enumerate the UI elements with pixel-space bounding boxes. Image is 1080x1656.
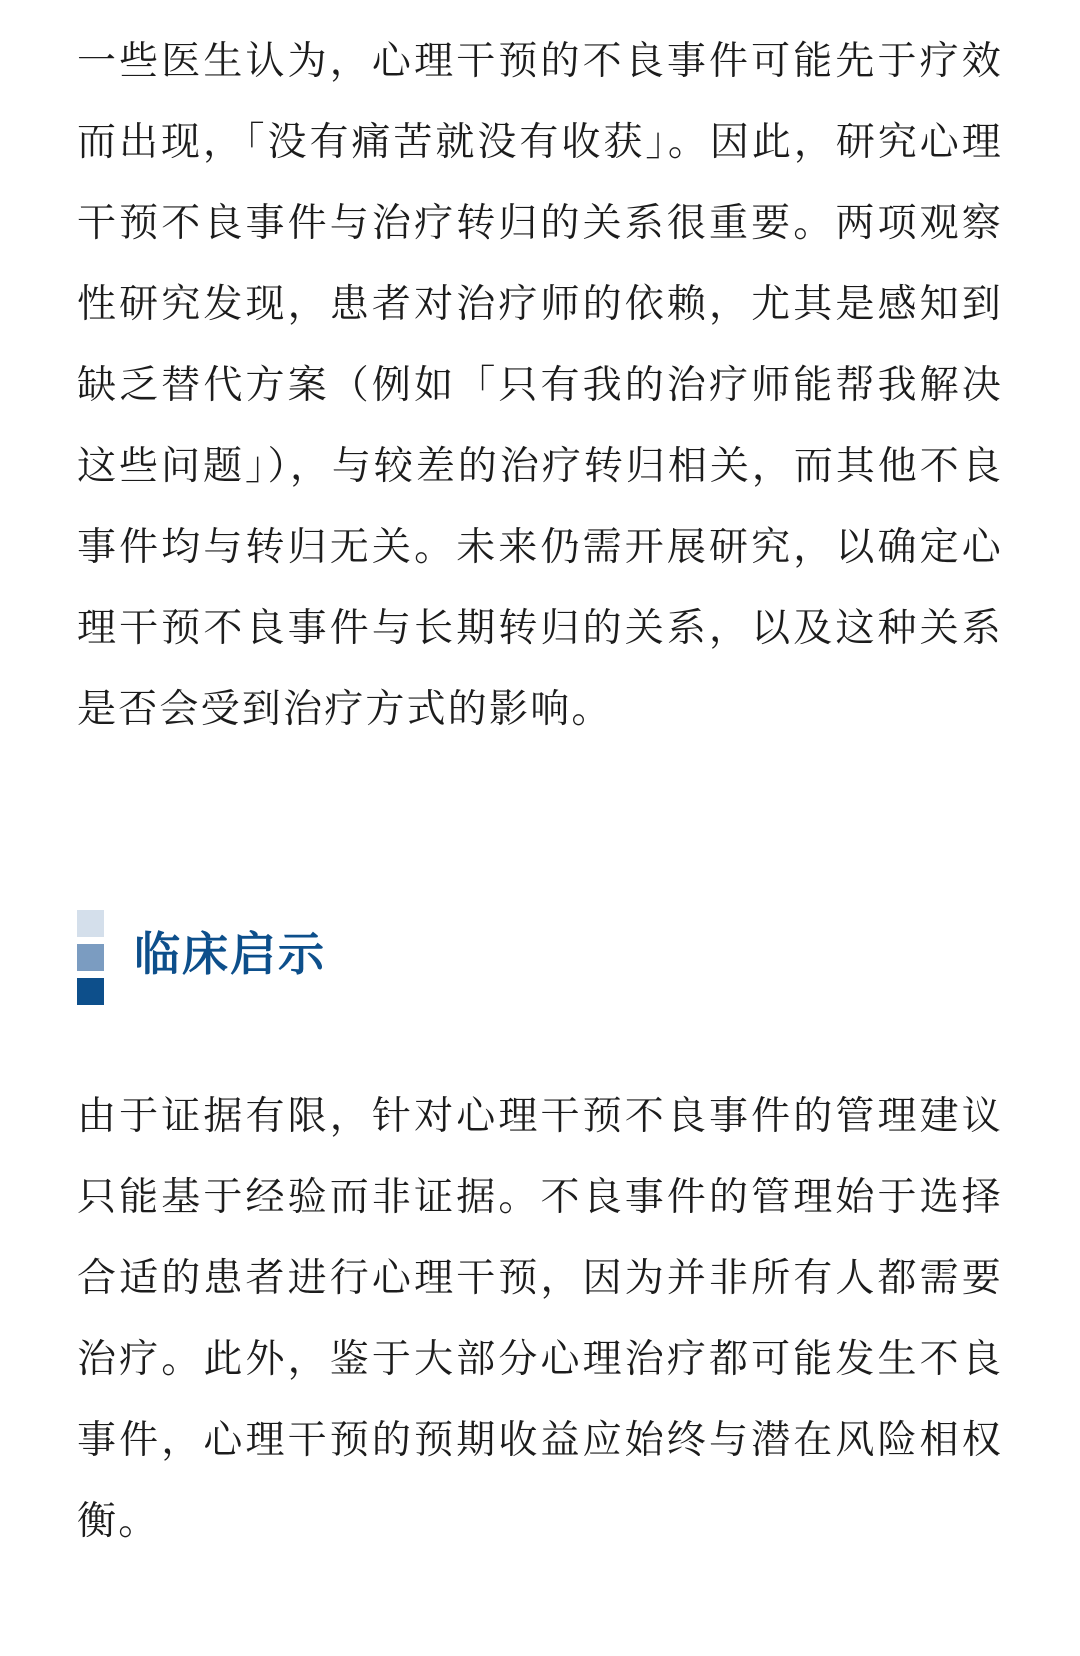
section-heading: [77, 910, 677, 1006]
body-paragraph-2: 由于证据有限，针对心理干预不良事件的管理建议只能基于经验而非证据。不良事件的管理始于选择合适的患者进行心理干预，因为并非所有人都需要治疗。此外，鉴于大部分心理治疗都可能发生不良事件，心理干预的预期收益应始终与潜在风险相权衡。: [77, 1094, 1003, 1544]
section-title: 临床启示: [134, 927, 326, 981]
bar-dark: [77, 978, 104, 1005]
body-paragraph-1: 一些医生认为，心理干预的不良事件可能先于疗效而出现，「没有痛苦就没有收获」。因此，研究心理干预不良事件与治疗转归的关系很重要。两项观察性研究发现，患者对治疗师的依赖，尤其是感知到缺乏替代方案（例如「只有我的治疗师能帮我解决这些问题」），与较差的治疗转归相关，而其他不良事件均与转归无关。未来仍需开展研究，以确定心理干预不良事件与长期转归的关系，以及这种关系是否会受到治疗方式的影响。: [77, 39, 1003, 732]
bar-mid: [77, 944, 104, 971]
bar-light: [77, 910, 104, 937]
stacked-bars-icon: [77, 910, 104, 1006]
